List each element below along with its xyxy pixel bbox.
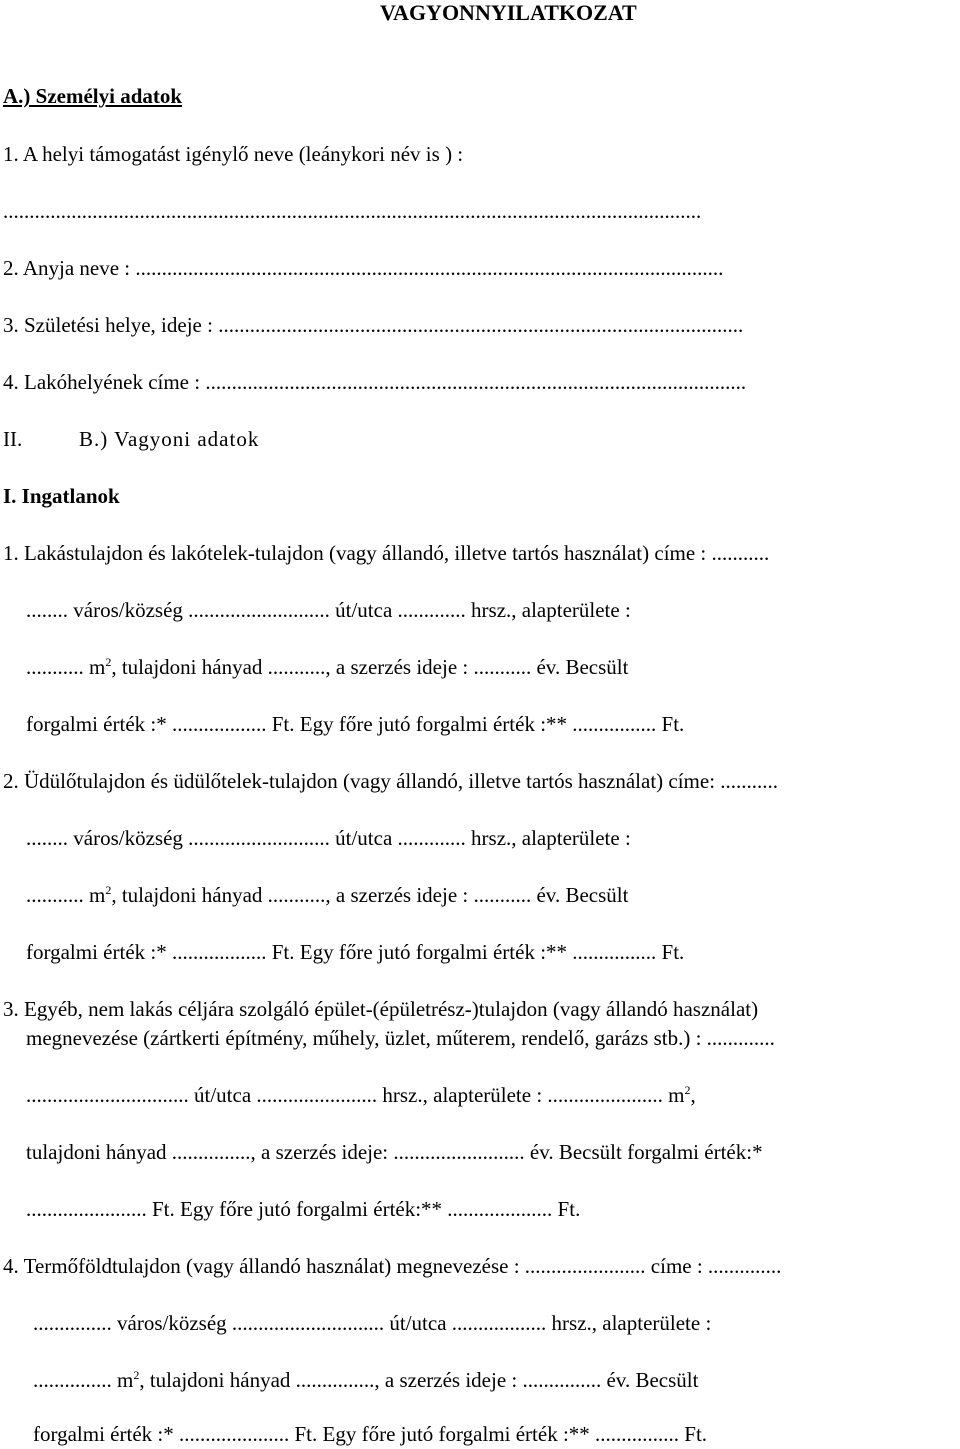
item3-line1: 3. Egyéb, nem lakás céljára szolgáló épület-(épületrész-)tulajdon (vagy állandó használat) [3, 997, 759, 1021]
item3-line2: megnevezése (zártkerti építmény, műhely, üzlet, műterem, rendelő, garázs stb.) : ............. [26, 1026, 775, 1050]
item3-line3-post: , [690, 1083, 696, 1107]
item3-line4: tulajdoni hányad ..............., a szerzés ideje: ......................... év. Becsült forgalmi érték:* [26, 1140, 763, 1164]
item4-line2: ............... város/község ............................. út/utca .................. hrsz., alapterülete : [33, 1311, 712, 1335]
item2-line1: 2. Üdülőtulajdon és üdülőtelek-tulajdon (vagy állandó, illetve tartós használat) címe: ........... [3, 769, 779, 793]
item3-line5: ....................... Ft. Egy főre jutó forgalmi érték:** .................... Ft. [26, 1197, 581, 1221]
item1-line3 [26, 657, 628, 678]
item1-line3-pre: ........... m [26, 655, 106, 679]
item2-mother-name: 2. Anyja neve : ................................................................................................................ [3, 256, 724, 280]
item3-line3-pre: ............................... út/utca ....................... hrsz., alapterülete : ...................... m [26, 1083, 685, 1107]
item1-fill-line: ..................................................................................................................................... [3, 199, 702, 223]
item1-line1: 1. Lakástulajdon és lakótelek-tulajdon (vagy állandó, illetve tartós használat) címe : ........... [3, 541, 770, 565]
item1-line2: ........ város/község ........................... út/utca ............. hrsz., alapterülete : [26, 598, 631, 622]
item4-line3-post: , tulajdoni hányad ..............., a szerzés ideje : ............... év. Becsült [139, 1368, 699, 1392]
item2-line3-post: , tulajdoni hányad ..........., a szerzés ideje : ........... év. Becsült [111, 883, 629, 907]
item4-line3-pre: ............... m [33, 1368, 134, 1392]
item3-line3-sup: 2 [684, 1083, 691, 1097]
document-title: VAGYONNYILATKOZAT [380, 0, 637, 25]
item2-line3-sup: 2 [105, 883, 112, 897]
part2-label: II. [3, 427, 23, 451]
section-a-heading: A.) Személyi adatok [3, 84, 183, 108]
item1-applicant-name: 1. A helyi támogatást igénylő neve (leánykori név is ) : [3, 142, 464, 166]
item1-line3-post: , tulajdoni hányad ..........., a szerzés ideje : ........... év. Becsült [111, 655, 629, 679]
real-estate-heading: I. Ingatlanok [3, 484, 120, 508]
item4-line3-sup: 2 [133, 1368, 140, 1382]
item2-line4: forgalmi érték :* .................. Ft. Egy főre jutó forgalmi érték :** ................ Ft. [26, 940, 685, 964]
item2-line2: ........ város/község ........................... út/utca ............. hrsz., alapterülete : [26, 826, 631, 850]
item3-line3 [26, 1085, 696, 1106]
item3-birth-place-date: 3. Születési helye, ideje : .................................................................................................... [3, 313, 744, 337]
item1-line4: forgalmi érték :* .................. Ft. Egy főre jutó forgalmi érték :** ................ Ft. [26, 712, 685, 736]
part2-heading: B.) Vagyoni adatok [79, 427, 260, 451]
item4-residence-address: 4. Lakóhelyének címe : ....................................................................................................... [3, 370, 747, 394]
item1-line3-sup: 2 [105, 655, 112, 669]
item2-line3-pre: ........... m [26, 883, 106, 907]
item4-line4: forgalmi érték :* ..................... Ft. Egy főre jutó forgalmi érték :** ................ Ft. [33, 1422, 708, 1446]
item2-line3 [26, 885, 628, 906]
item4-line3 [33, 1370, 698, 1391]
item4-line1: 4. Termőföldtulajdon (vagy állandó használat) megnevezése : ....................... címe : .............. [3, 1254, 782, 1278]
